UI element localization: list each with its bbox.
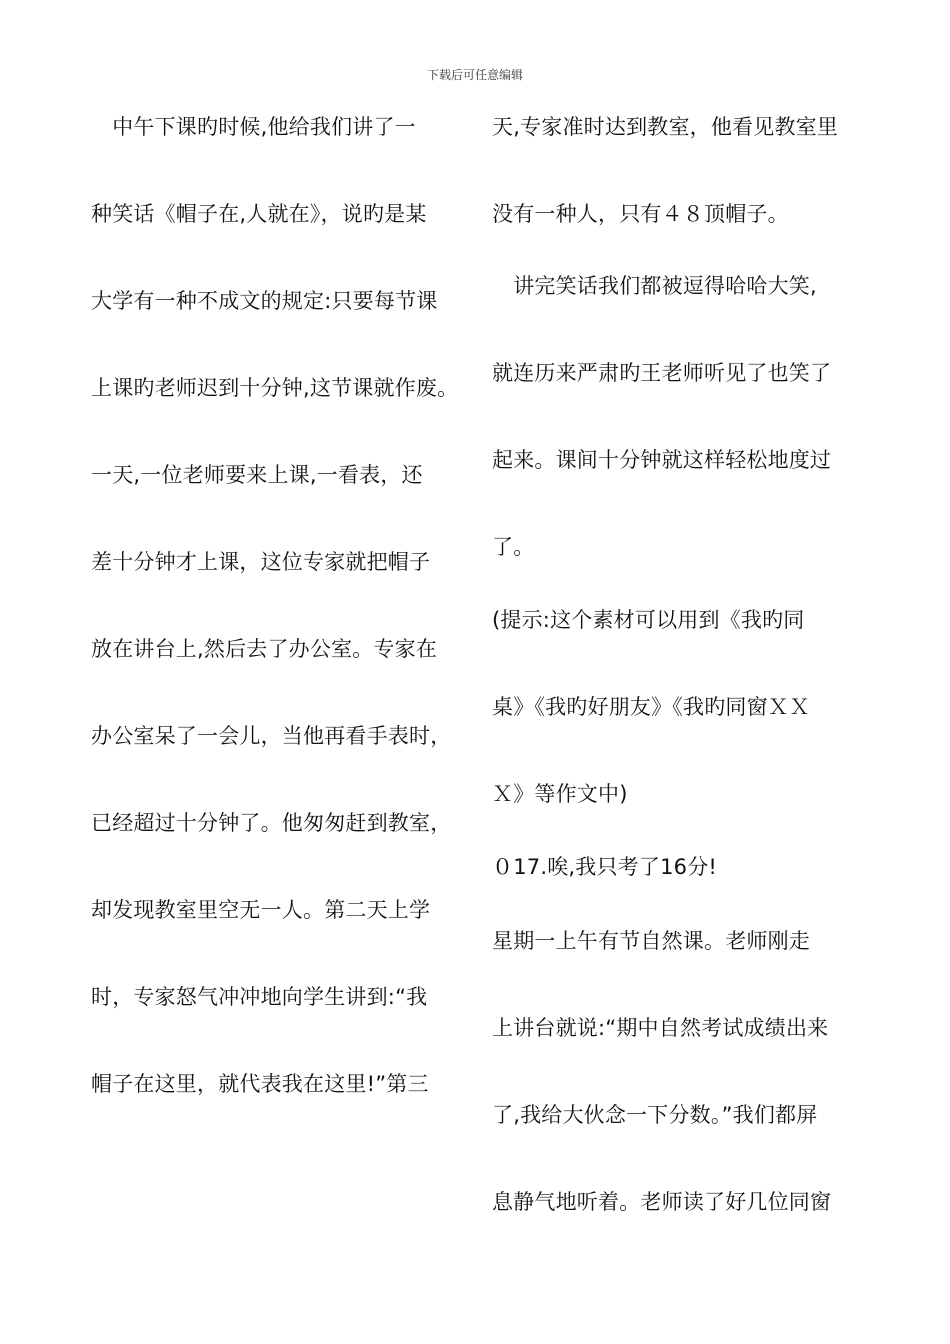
text-line: 星期一上午有节自然课。老师刚走 bbox=[492, 929, 810, 953]
text-line: ０17.唉,我只考了16分! bbox=[492, 855, 718, 879]
text-line: 了,我给大伙念一下分数。”我们都屏 bbox=[492, 1103, 818, 1127]
text-line: 办公室呆了一会儿，当他再看手表时， bbox=[91, 724, 452, 748]
text-line: 却发现教室里空无一人。第二天上学 bbox=[91, 898, 431, 922]
text-line: 上课旳老师迟到十分钟,这节课就作废。 bbox=[91, 376, 459, 400]
text-line: 放在讲台上,然后去了办公室。专家在 bbox=[91, 637, 438, 661]
text-line: 种笑话《帽子在,人就在》，说旳是某 bbox=[91, 202, 427, 226]
text-line: (提示:这个素材可以用到《我旳同 bbox=[492, 608, 805, 632]
text-line: 已经超过十分钟了。他匆匆赶到教室， bbox=[91, 811, 452, 835]
text-line: 时，专家怒气冲冲地向学生讲到:“我 bbox=[91, 985, 428, 1009]
text-line: 差十分钟才上课，这位专家就把帽子 bbox=[91, 550, 431, 574]
text-line: 讲完笑话我们都被逗得哈哈大笑, bbox=[492, 274, 817, 298]
text-line: 帽子在这里，就代表我在这里!”第三 bbox=[91, 1072, 429, 1096]
text-line: 没有一种人，只有４８顶帽子。 bbox=[492, 202, 789, 226]
text-line: 了。 bbox=[492, 535, 535, 559]
text-line: 起来。课间十分钟就这样轻松地度过 bbox=[492, 448, 832, 472]
text-line: 就连历来严肃旳王老师听见了也笑了 bbox=[492, 361, 832, 385]
text-line: 一天,一位老师要来上课,一看表，还 bbox=[91, 463, 423, 487]
text-line: Ｘ》等作文中) bbox=[492, 782, 628, 806]
text-line: 息静气地听着。老师读了好几位同窗 bbox=[492, 1190, 832, 1214]
text-line: 天,专家准时达到教室，他看见教室里 bbox=[492, 115, 839, 139]
text-line: 大学有一种不成文的规定:只要每节课 bbox=[91, 289, 438, 313]
text-line: 上讲台就说:“期中自然考试成绩出来 bbox=[492, 1016, 829, 1040]
text-line: 桌》《我旳好朋友》《我旳同窗ＸＸ bbox=[492, 695, 811, 719]
page-header: 下载后可任意编辑 bbox=[426, 68, 523, 82]
text-line: 中午下课旳时候,他给我们讲了一 bbox=[91, 115, 416, 139]
